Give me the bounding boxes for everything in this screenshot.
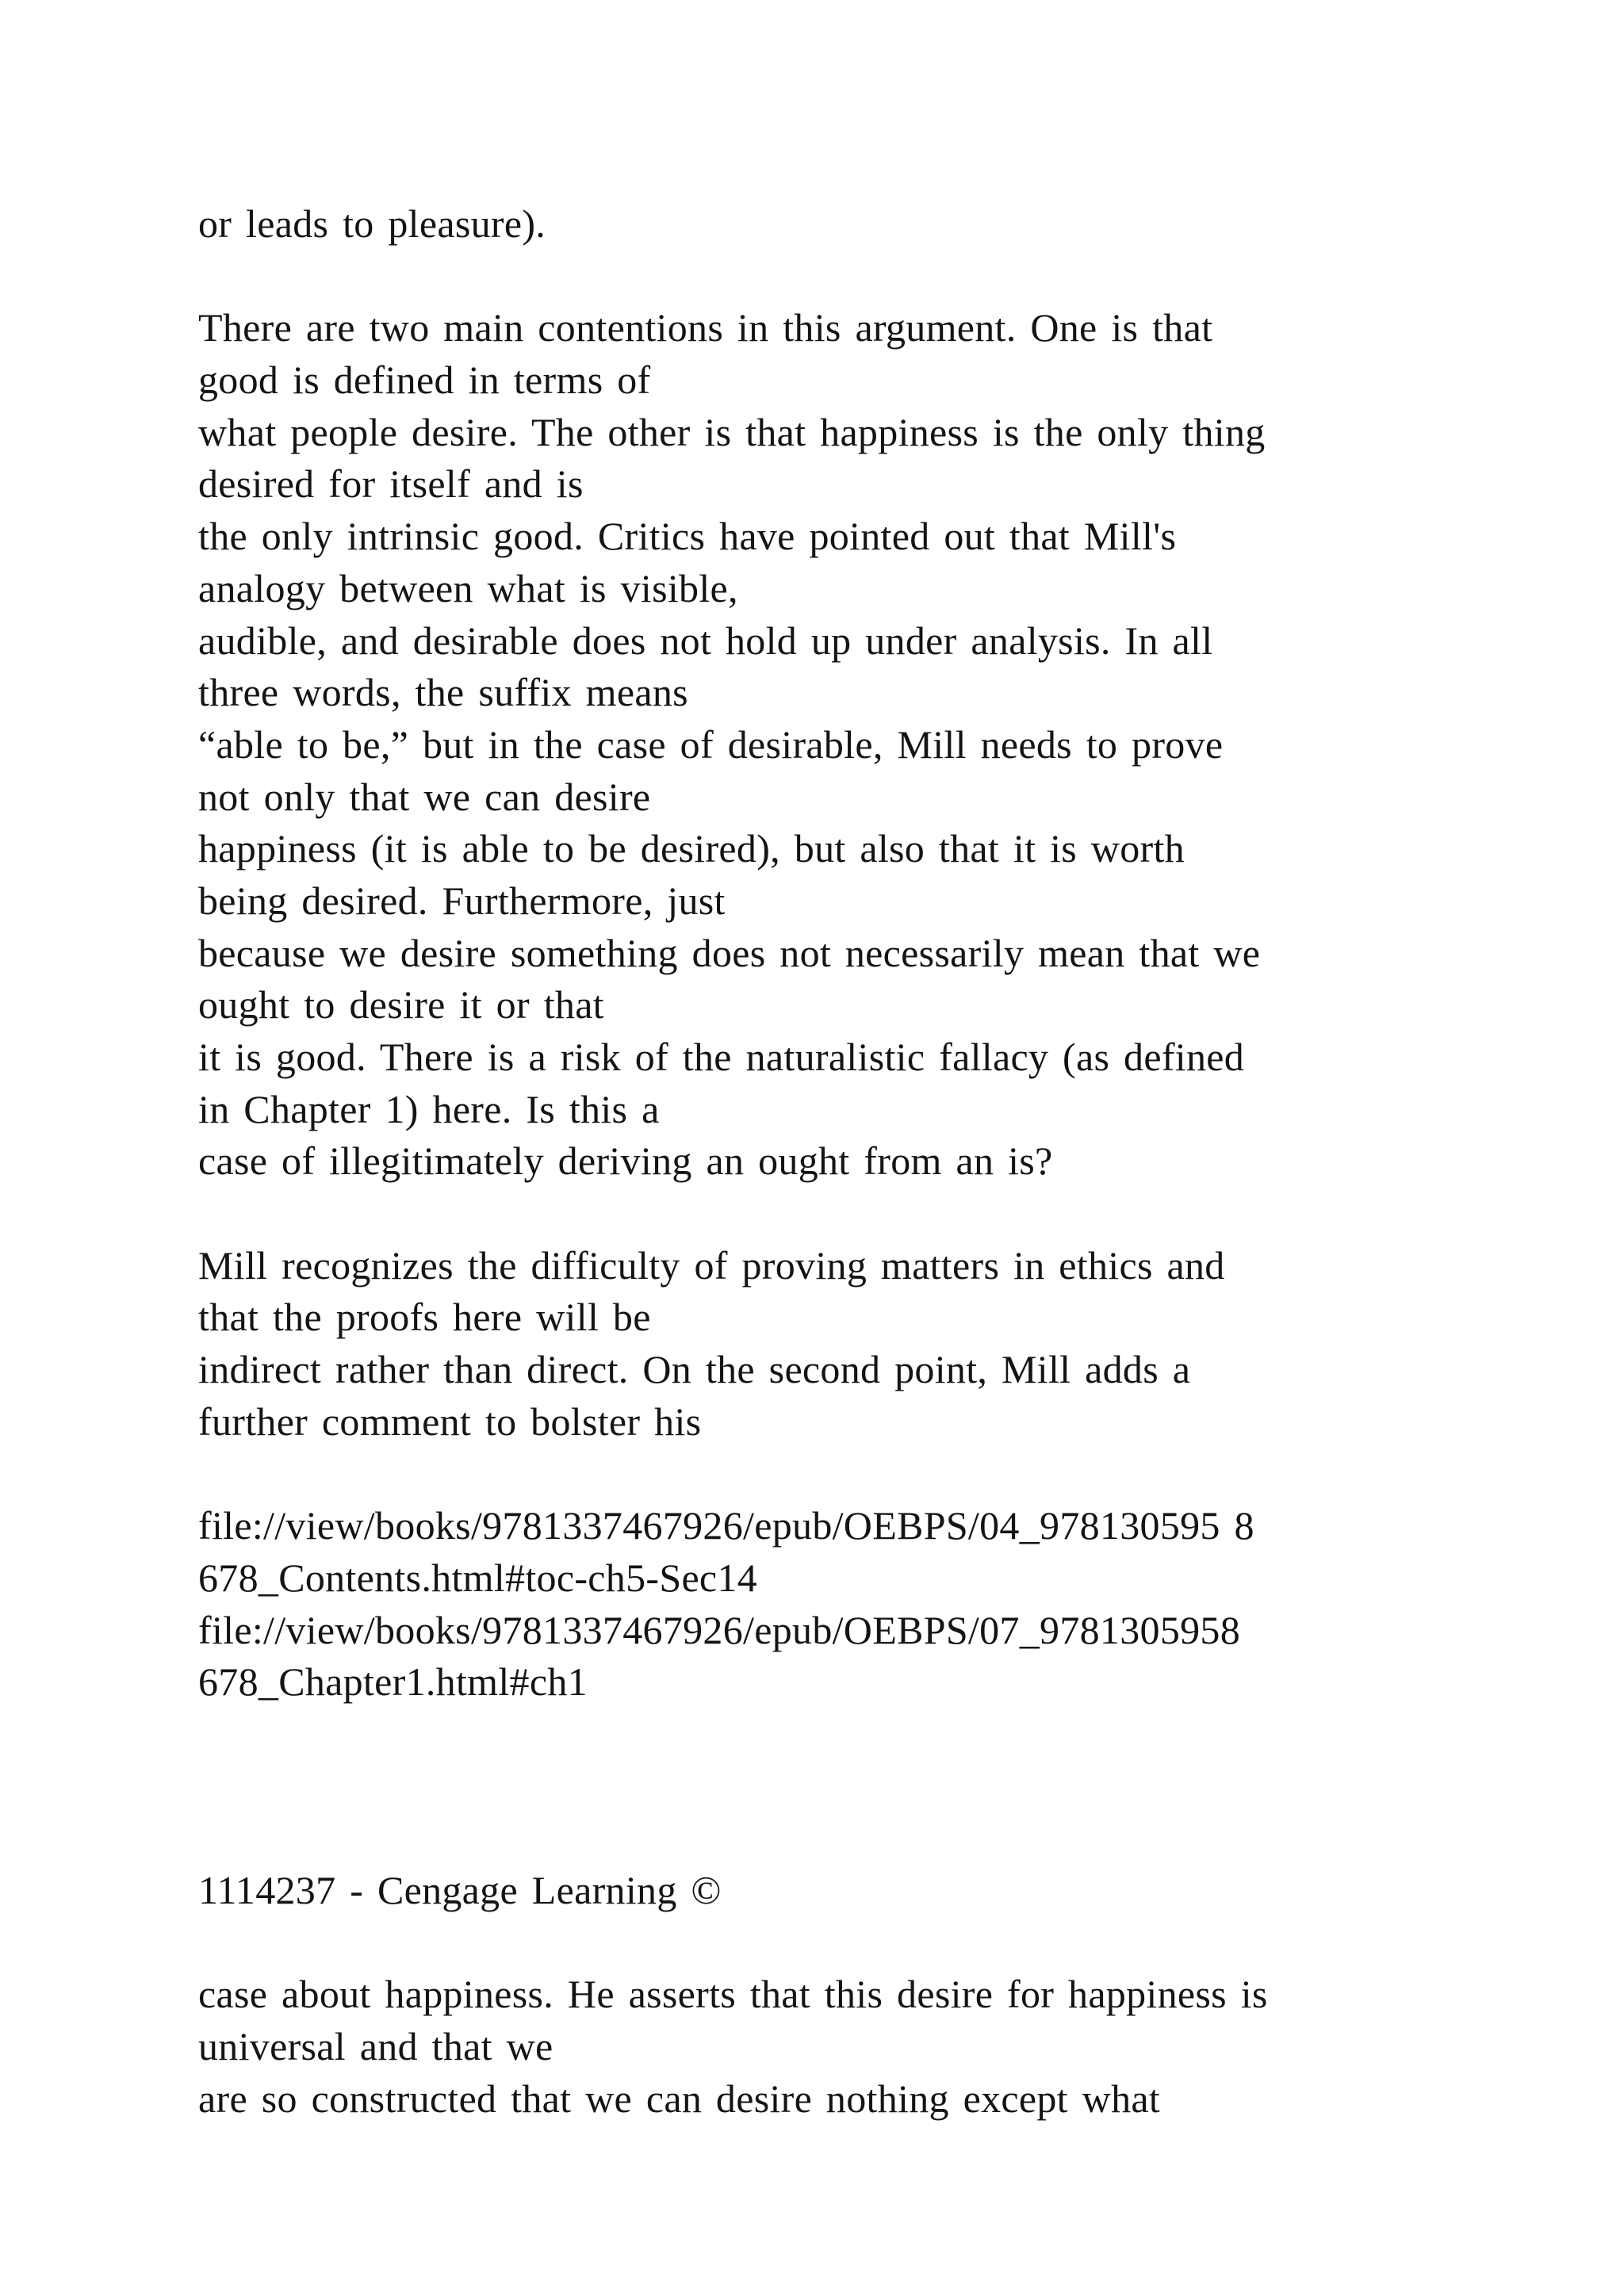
text-line: or leads to pleasure). <box>198 201 546 246</box>
paragraph-spacer <box>198 1917 1546 1969</box>
text-line: case about happiness. He asserts that this desire for happiness is <box>198 1972 1268 2017</box>
file-link-line: 678_Chapter1.html#ch1 <box>198 1659 588 1705</box>
section-spacer <box>198 1709 1546 1865</box>
text-line: being desired. Furthermore, just <box>198 878 726 923</box>
text-line: three words, the suffix means <box>198 670 688 715</box>
text-line: good is defined in terms of <box>198 358 651 403</box>
text-line: “able to be,” but in the case of desirable, Mill needs to prove <box>198 721 1224 767</box>
text-line: audible, and desirable does not hold up under analysis. In all <box>198 618 1213 663</box>
text-line: happiness (it is able to be desired), but also that it is worth <box>198 826 1185 871</box>
paragraph-2 <box>198 302 1546 1188</box>
text-line: what people desire. The other is that happiness is the only thing <box>198 409 1266 454</box>
file-link-line: file://view/books/9781337467926/epub/OEBPS/04_978130595 8 <box>198 1503 1254 1548</box>
text-line: analogy between what is visible, <box>198 565 738 610</box>
text-line: because we desire something does not necessarily mean that we <box>198 930 1261 975</box>
paragraph-4 <box>198 1969 1546 2125</box>
text-line: further comment to bolster his <box>198 1399 702 1444</box>
file-link-line: file://view/books/9781337467926/epub/OEBPS/07_9781305958 <box>198 1607 1241 1652</box>
paragraph-spacer <box>198 1188 1546 1240</box>
paragraph-spacer <box>198 251 1546 303</box>
text-line: are so constructed that we can desire nothing except what <box>198 2076 1161 2121</box>
paragraph-spacer <box>198 1448 1546 1501</box>
text-line: in Chapter 1) here. Is this a <box>198 1086 660 1131</box>
copyright-text: 1114237 - Cengage Learning © <box>198 1867 722 1912</box>
text-line: There are two main contentions in this argument. One is that <box>198 305 1213 350</box>
text-line: ought to desire it or that <box>198 982 604 1027</box>
text-line: Mill recognizes the difficulty of proving matters in ethics and <box>198 1242 1225 1288</box>
copyright-note <box>198 1865 1546 1917</box>
text-line: indirect rather than direct. On the second point, Mill adds a <box>198 1347 1191 1392</box>
paragraph-3 <box>198 1240 1546 1448</box>
document-body <box>198 198 1546 2125</box>
text-line: case of illegitimately deriving an ought from an is? <box>198 1138 1053 1184</box>
text-line: desired for itself and is <box>198 461 584 507</box>
text-line: universal and that we <box>198 2024 553 2068</box>
file-links <box>198 1500 1546 1709</box>
file-link-line: 678_Contents.html#toc-ch5-Sec14 <box>198 1555 758 1600</box>
text-line: that the proofs here will be <box>198 1295 651 1340</box>
text-line: not only that we can desire <box>198 774 651 819</box>
text-line: it is good. There is a risk of the naturalistic fallacy (as defined <box>198 1035 1245 1079</box>
paragraph-1 <box>198 198 1546 251</box>
text-line: the only intrinsic good. Critics have pointed out that Mill's <box>198 514 1177 559</box>
